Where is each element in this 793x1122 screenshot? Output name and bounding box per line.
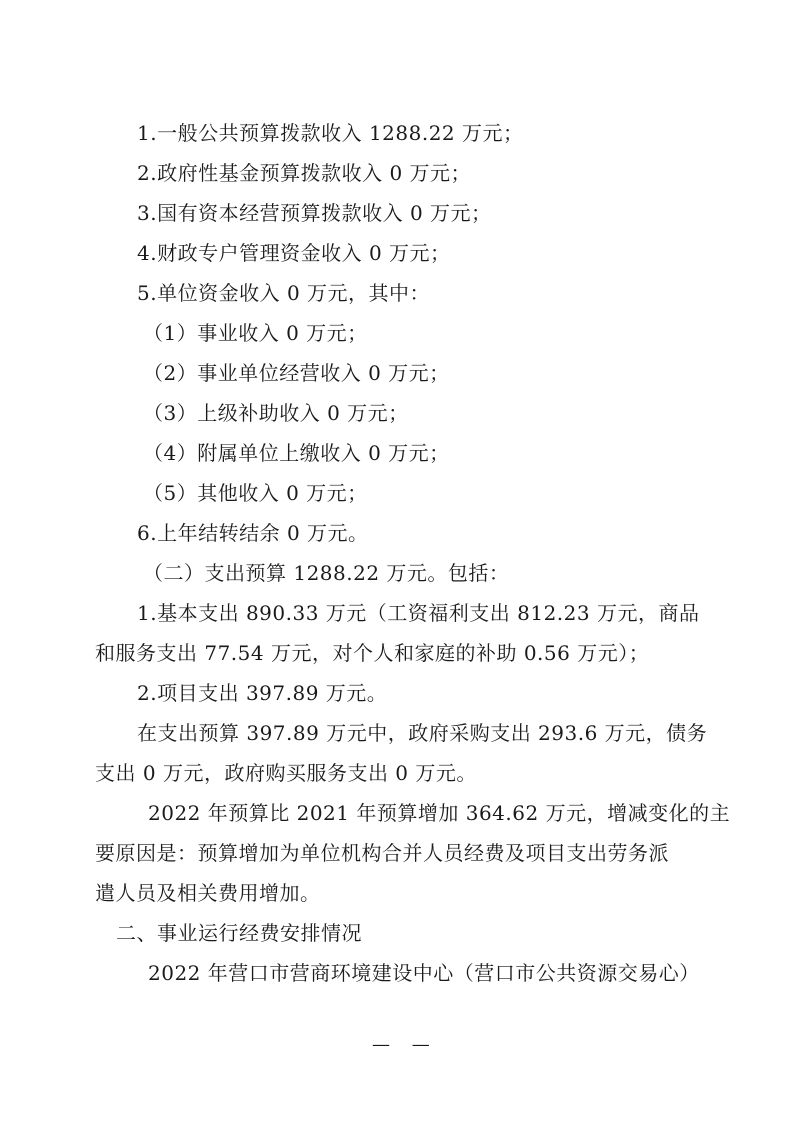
text-line: 5.单位资金收入 0 万元，其中： <box>137 281 431 305</box>
text-line: 遣人员及相关费用增加。 <box>95 881 321 905</box>
text-line: 3.国有资本经营预算拨款收入 0 万元； <box>137 201 492 225</box>
text-line: 2022 年预算比 2021 年预算增加 364.62 万元，增减变化的主 <box>148 801 731 825</box>
text-line: 和服务支出 77.54 万元，对个人和家庭的补助 0.56 万元）； <box>95 641 650 665</box>
text-line: （2）事业单位经营收入 0 万元； <box>143 361 450 385</box>
text-line: （1）事业收入 0 万元； <box>143 321 368 345</box>
text-line: （4）附属单位上缴收入 0 万元； <box>143 441 450 465</box>
text-line: 1.一般公共预算拨款收入 1288.22 万元； <box>137 121 524 145</box>
section-heading: （二）支出预算 1288.22 万元。包括： <box>143 561 510 585</box>
text-line: 6.上年结转结余 0 万元。 <box>137 521 369 545</box>
text-line: 2022 年营口市营商环境建设中心（营口市公共资源交易心） <box>148 961 700 985</box>
text-line: 在支出预算 397.89 万元中，政府采购支出 293.6 万元，债务 <box>137 721 708 745</box>
section-heading: 二、事业运行经费安排情况 <box>116 921 362 945</box>
text-line: 要原因是：预算增加为单位机构合并人员经费及项目支出劳务派 <box>95 841 669 865</box>
text-line: 2.项目支出 397.89 万元。 <box>137 681 388 705</box>
text-line: 支出 0 万元，政府购买服务支出 0 万元。 <box>95 761 477 785</box>
text-line: （5）其他收入 0 万元； <box>143 481 368 505</box>
text-line: （3）上级补助收入 0 万元； <box>143 401 409 425</box>
text-line: 2.政府性基金预算拨款收入 0 万元； <box>137 161 472 185</box>
text-line: 1.基本支出 890.33 万元（工资福利支出 812.23 万元，商品 <box>137 601 700 625</box>
text-line: 4.财政专户管理资金收入 0 万元； <box>137 241 451 265</box>
page-number-footer: — — <box>372 1034 438 1055</box>
